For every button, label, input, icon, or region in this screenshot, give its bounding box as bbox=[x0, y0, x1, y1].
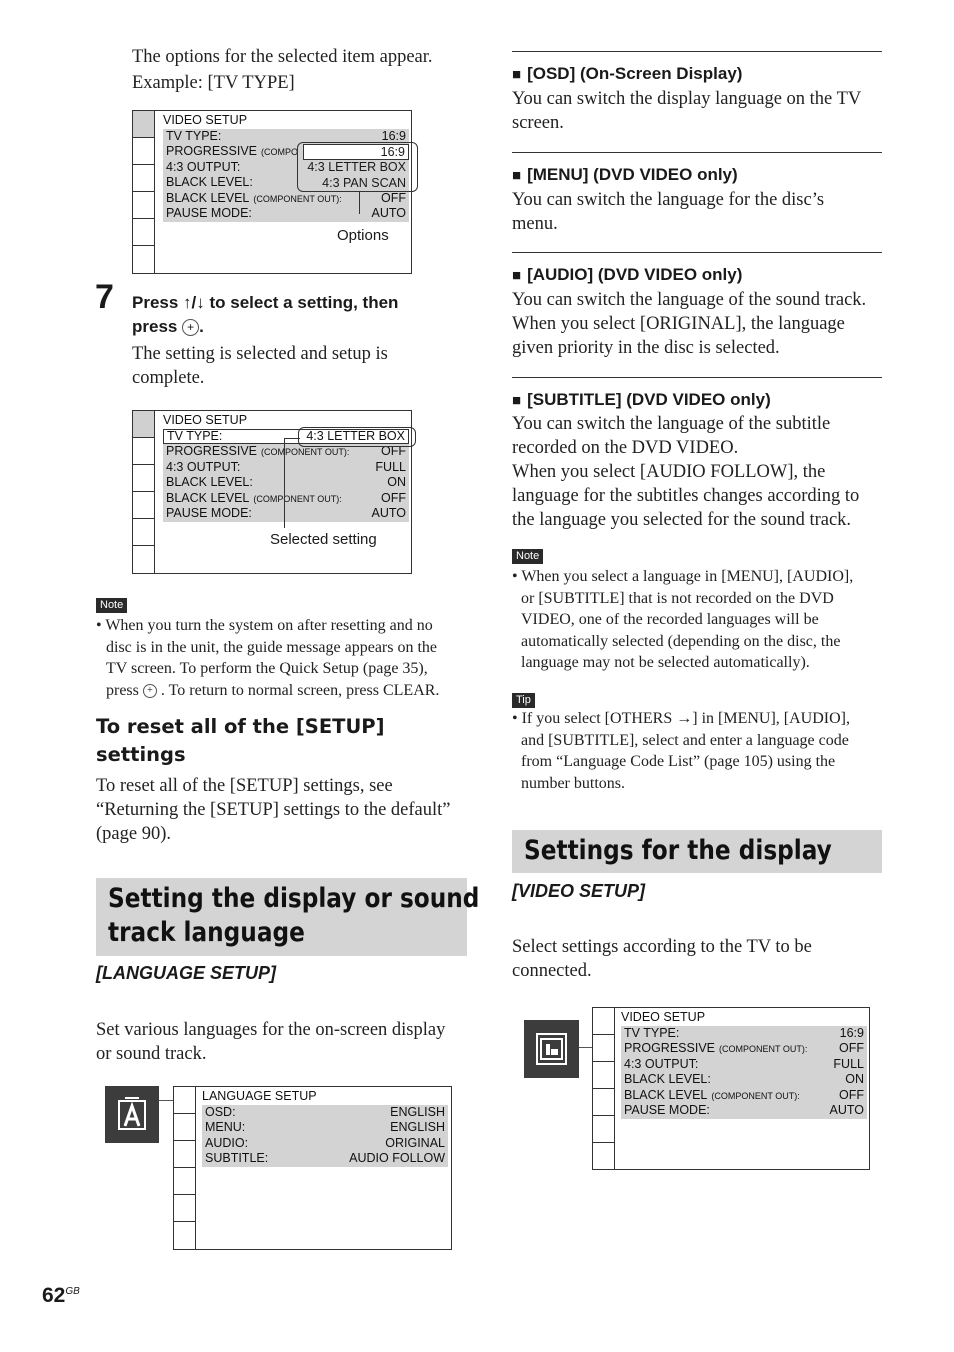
strip-cell bbox=[133, 546, 154, 573]
row-label: PAUSE MODE: bbox=[624, 1103, 710, 1117]
option-item[interactable]: 16:9 bbox=[303, 144, 409, 160]
strip-cell bbox=[133, 519, 154, 546]
row-label: PROGRESSIVE bbox=[166, 444, 257, 458]
intro-example: Example: [TV TYPE] bbox=[132, 73, 295, 93]
row-label-note: (COMPO bbox=[261, 147, 298, 157]
row-label-group bbox=[166, 506, 256, 522]
row-label: BLACK LEVEL bbox=[166, 490, 250, 505]
body-line: the language you selected for the sound track. bbox=[512, 510, 852, 530]
audio-body bbox=[512, 288, 866, 360]
strip-cell bbox=[593, 1008, 614, 1035]
strip-cell bbox=[593, 1143, 614, 1170]
strip-cell bbox=[133, 246, 154, 273]
row-value: 4:3 LETTER BOX bbox=[306, 428, 405, 443]
menu-title: VIDEO SETUP bbox=[163, 113, 248, 127]
callout-line bbox=[359, 192, 360, 214]
body-line: (page 90). bbox=[96, 824, 171, 844]
divider bbox=[512, 252, 882, 253]
intro-text bbox=[132, 45, 433, 95]
heading-line: Setting the display or sound bbox=[108, 883, 480, 914]
row-label: OSD: bbox=[205, 1104, 236, 1119]
menu-row[interactable] bbox=[621, 1041, 867, 1057]
heading-line: To reset all of the [SETUP] bbox=[96, 715, 385, 738]
note-line: TV screen. To perform the Quick Setup (page 35), bbox=[106, 660, 428, 677]
row-label-group bbox=[624, 1041, 807, 1057]
desc-line: The setting is selected and setup is bbox=[132, 344, 388, 364]
strip-cell bbox=[174, 1114, 195, 1141]
selected-callout bbox=[298, 427, 416, 447]
strip-cell bbox=[174, 1195, 195, 1222]
body-line: recorded on the DVD VIDEO. bbox=[512, 438, 739, 458]
row-label-group bbox=[624, 1072, 715, 1088]
menu-row[interactable] bbox=[163, 191, 409, 207]
body-line: You can switch the language of the sound track. bbox=[512, 290, 867, 310]
strip-cell bbox=[593, 1035, 614, 1062]
body-line: When you select [ORIGINAL], the language bbox=[512, 314, 845, 334]
row-label-note: (COMPONENT OUT): bbox=[253, 493, 342, 504]
body-line: language for the subtitles changes according to bbox=[512, 486, 860, 506]
callout-label: Selected setting bbox=[270, 531, 377, 548]
body-line: You can switch the display language on the TV bbox=[512, 89, 862, 109]
strip-cell bbox=[133, 411, 154, 438]
strip-cell bbox=[133, 438, 154, 465]
strip-cell bbox=[593, 1116, 614, 1143]
screen-menu bbox=[621, 1010, 867, 1119]
page-number bbox=[42, 1284, 80, 1308]
reset-heading bbox=[96, 713, 385, 769]
row-value: ON bbox=[845, 1072, 864, 1086]
tip-line: and [SUBTITLE], select and enter a language code bbox=[521, 731, 849, 749]
screen-menu bbox=[202, 1089, 448, 1167]
menu-title: LANGUAGE SETUP bbox=[202, 1089, 317, 1103]
menu-row[interactable] bbox=[163, 491, 409, 507]
row-value: OFF bbox=[381, 190, 406, 205]
body-line: menu. bbox=[512, 214, 558, 234]
row-label: PROGRESSIVE bbox=[624, 1041, 715, 1055]
row-label-group bbox=[166, 175, 257, 191]
note-line: language may not be selected automatically). bbox=[521, 654, 810, 671]
row-label: 4:3 OUTPUT: bbox=[166, 159, 241, 174]
row-label-group bbox=[166, 475, 257, 491]
row-label: PROGRESSIVE bbox=[166, 144, 257, 158]
note-tag: Note bbox=[96, 598, 127, 613]
page-number-value: 62 bbox=[42, 1284, 66, 1307]
body-line: “Returning the [SETUP] settings to the default” bbox=[96, 800, 451, 820]
body-line: You can switch the language of the subtitle bbox=[512, 414, 831, 434]
row-label-group bbox=[166, 491, 342, 507]
row-value: OFF bbox=[839, 1087, 864, 1102]
row-value: ENGLISH bbox=[390, 1120, 445, 1134]
section-heading-language bbox=[108, 882, 479, 950]
strip-cell bbox=[174, 1087, 195, 1114]
menu-row[interactable] bbox=[202, 1136, 448, 1152]
row-value: ENGLISH bbox=[390, 1104, 445, 1119]
note-text bbox=[96, 615, 476, 701]
tip-line: from “Language Code List” (page 105) using the bbox=[521, 753, 836, 770]
heading-line: settings bbox=[96, 743, 186, 766]
enter-button-icon: + bbox=[143, 684, 157, 698]
strip-cell bbox=[133, 138, 154, 165]
row-label: 4:3 OUTPUT: bbox=[624, 1056, 699, 1071]
menu-row[interactable] bbox=[202, 1151, 448, 1167]
row-label-group bbox=[166, 206, 256, 222]
row-value: AUTO bbox=[371, 206, 406, 220]
osd-body bbox=[512, 87, 861, 135]
note-text bbox=[512, 566, 892, 674]
options-callout bbox=[297, 142, 418, 192]
step-line: press bbox=[132, 317, 178, 336]
menu-row[interactable] bbox=[621, 1057, 867, 1073]
menu-row[interactable] bbox=[621, 1026, 867, 1042]
row-value: 16:9 bbox=[381, 128, 406, 143]
row-label-group bbox=[166, 144, 298, 160]
osd-heading: ■ [OSD] (On-Screen Display) bbox=[512, 64, 742, 84]
menu-row[interactable] bbox=[202, 1105, 448, 1121]
row-label-group bbox=[205, 1105, 240, 1121]
note-line: press bbox=[106, 681, 139, 699]
body-line: To reset all of the [SETUP] settings, see bbox=[96, 776, 393, 796]
row-value: FULL bbox=[375, 459, 406, 474]
language-setup-screen bbox=[173, 1086, 452, 1250]
row-value: AUTO bbox=[371, 506, 406, 520]
menu-row[interactable] bbox=[621, 1103, 867, 1119]
callout-label: Options bbox=[337, 227, 389, 244]
row-label-note: (COMPONENT OUT): bbox=[711, 1090, 800, 1101]
section-subheading: [LANGUAGE SETUP] bbox=[96, 963, 276, 983]
body-line: When you select [AUDIO FOLLOW], the bbox=[512, 462, 826, 482]
row-label: TV TYPE: bbox=[167, 428, 223, 443]
section-body bbox=[96, 1018, 445, 1066]
row-value: OFF bbox=[381, 490, 406, 505]
row-label-note: (COMPONENT OUT): bbox=[719, 1044, 808, 1054]
row-label: BLACK LEVEL: bbox=[166, 175, 253, 189]
row-label-note: (COMPONENT OUT): bbox=[261, 447, 350, 457]
row-label: AUDIO: bbox=[205, 1135, 249, 1150]
menu-rows bbox=[202, 1105, 448, 1167]
tip-tag: Tip bbox=[512, 693, 535, 708]
menu-heading: ■ [MENU] (DVD VIDEO only) bbox=[512, 165, 738, 185]
row-label: TV TYPE: bbox=[166, 128, 222, 143]
strip-cell bbox=[593, 1062, 614, 1089]
row-label-group bbox=[205, 1151, 272, 1167]
row-label: BLACK LEVEL: bbox=[624, 1072, 711, 1086]
row-label-group bbox=[624, 1103, 714, 1119]
section-heading-display: Settings for the display bbox=[524, 835, 832, 866]
note-line: disc is in the unit, the guide message appears on the bbox=[106, 638, 438, 656]
divider bbox=[512, 152, 882, 153]
page-suffix: GB bbox=[65, 1286, 80, 1297]
strip-cell bbox=[133, 492, 154, 519]
intro-line: The options for the selected item appear. bbox=[132, 47, 433, 67]
menu-row[interactable] bbox=[163, 475, 409, 491]
row-value: FULL bbox=[833, 1056, 864, 1071]
body-line: connected. bbox=[512, 961, 592, 981]
row-label-group bbox=[624, 1088, 800, 1104]
row-label-group bbox=[166, 191, 342, 207]
heading-line: track language bbox=[108, 917, 305, 948]
strip-cell bbox=[133, 165, 154, 192]
option-item[interactable]: 4:3 PAN SCAN bbox=[303, 176, 409, 192]
callout-line bbox=[284, 438, 285, 528]
strip-cell bbox=[174, 1222, 195, 1249]
note-line: • When you turn the system on after resetting and no bbox=[96, 617, 433, 634]
row-label: PAUSE MODE: bbox=[166, 506, 252, 520]
step-description bbox=[132, 342, 388, 390]
row-label: PAUSE MODE: bbox=[166, 206, 252, 220]
body-line: given priority in the disc is selected. bbox=[512, 338, 780, 358]
row-value: ORIGINAL bbox=[385, 1135, 445, 1150]
step-line: Press ↑/↓ to select a setting, then bbox=[132, 293, 399, 312]
note-line: VIDEO, one of the recorded languages will be bbox=[521, 611, 819, 628]
callout-line bbox=[284, 438, 300, 439]
note-line: automatically selected (depending on the disc, the bbox=[521, 632, 841, 650]
note-tag: Note bbox=[512, 549, 543, 564]
option-item[interactable]: 4:3 LETTER BOX bbox=[303, 160, 409, 176]
note-line: or [SUBTITLE] that is not recorded on the DVD bbox=[521, 589, 834, 607]
row-label-group bbox=[624, 1026, 683, 1042]
row-label-group bbox=[205, 1120, 249, 1136]
row-label: 4:3 OUTPUT: bbox=[166, 459, 241, 474]
menu-rows bbox=[621, 1026, 867, 1119]
section-body bbox=[512, 935, 812, 983]
strip-cell bbox=[133, 465, 154, 492]
audio-heading: ■ [AUDIO] (DVD VIDEO only) bbox=[512, 265, 742, 285]
row-value: OFF bbox=[839, 1041, 864, 1055]
video-setup-screen-selected bbox=[132, 410, 412, 574]
subtitle-heading: ■ [SUBTITLE] (DVD VIDEO only) bbox=[512, 390, 771, 410]
row-label: SUBTITLE: bbox=[205, 1151, 269, 1165]
strip-cell bbox=[133, 192, 154, 219]
tip-line: • If you select [OTHERS →] in [MENU], [AUDIO], bbox=[512, 710, 850, 727]
note-line: . To return to normal screen, press CLEAR. bbox=[160, 681, 440, 699]
strip-cell bbox=[133, 219, 154, 246]
row-label: TV TYPE: bbox=[624, 1025, 680, 1040]
note-line: • When you select a language in [MENU], [AUDIO], bbox=[512, 568, 854, 585]
video-setup-screen-options bbox=[132, 110, 412, 274]
enter-button-icon: + bbox=[182, 319, 199, 336]
row-label-group bbox=[166, 129, 225, 145]
menu-rows bbox=[163, 444, 409, 522]
menu-row[interactable] bbox=[163, 460, 409, 476]
tip-text bbox=[512, 708, 892, 794]
body-line: You can switch the language for the disc’s bbox=[512, 190, 825, 210]
desc-line: complete. bbox=[132, 368, 205, 388]
menu-row[interactable] bbox=[202, 1120, 448, 1136]
row-label: BLACK LEVEL bbox=[624, 1087, 708, 1102]
section-subheading: [VIDEO SETUP] bbox=[512, 881, 646, 901]
row-label: BLACK LEVEL bbox=[166, 190, 250, 205]
subtitle-body bbox=[512, 412, 859, 532]
strip-cell bbox=[133, 111, 154, 138]
menu-title: VIDEO SETUP bbox=[163, 413, 248, 427]
row-label: BLACK LEVEL: bbox=[166, 475, 253, 489]
language-setup-icon bbox=[105, 1086, 159, 1143]
divider bbox=[512, 51, 882, 52]
menu-row[interactable] bbox=[621, 1072, 867, 1088]
reset-body bbox=[96, 774, 451, 846]
row-label-group bbox=[166, 160, 244, 176]
strip-cell bbox=[174, 1168, 195, 1195]
menu-row[interactable] bbox=[621, 1088, 867, 1104]
menu-row[interactable] bbox=[163, 206, 409, 222]
video-setup-icon bbox=[524, 1020, 579, 1078]
menu-title: VIDEO SETUP bbox=[621, 1010, 706, 1024]
tip-line: number buttons. bbox=[521, 774, 625, 792]
body-line: Set various languages for the on-screen display bbox=[96, 1020, 446, 1040]
strip-cell bbox=[174, 1141, 195, 1168]
row-value: OFF bbox=[381, 444, 406, 458]
row-value: 16:9 bbox=[839, 1025, 864, 1040]
video-setup-screen bbox=[592, 1007, 870, 1170]
body-line: screen. bbox=[512, 113, 564, 133]
row-label-group bbox=[205, 1136, 252, 1152]
strip-cell bbox=[593, 1089, 614, 1116]
body-line: or sound track. bbox=[96, 1044, 207, 1064]
menu-row[interactable] bbox=[163, 506, 409, 522]
step-instruction: Press ↑/↓ to select a setting, then press + . bbox=[132, 293, 399, 336]
menu-body bbox=[512, 188, 824, 236]
row-label-group bbox=[166, 460, 244, 476]
divider bbox=[512, 377, 882, 378]
row-label-group bbox=[624, 1057, 702, 1073]
row-value: ON bbox=[387, 475, 406, 489]
row-label-note: (COMPONENT OUT): bbox=[253, 193, 342, 204]
step-number: 7 bbox=[95, 278, 114, 316]
row-value: AUTO bbox=[829, 1103, 864, 1117]
row-value: AUDIO FOLLOW bbox=[349, 1151, 445, 1165]
row-label: MENU: bbox=[205, 1120, 246, 1134]
body-line: Select settings according to the TV to be bbox=[512, 937, 812, 957]
